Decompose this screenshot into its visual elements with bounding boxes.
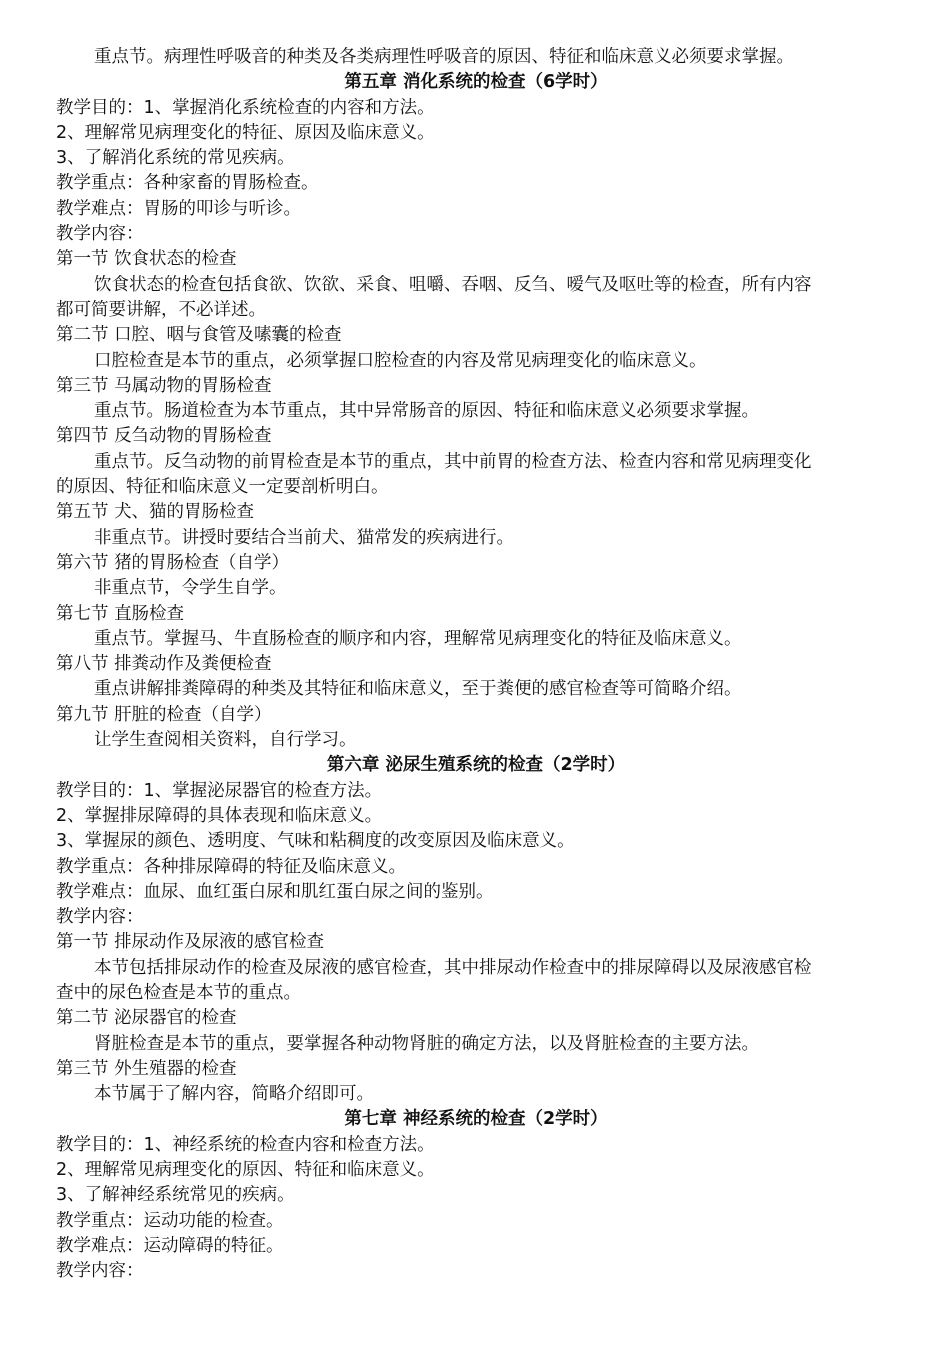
text-line: 第九节 肝脏的检查（自学） [56,704,272,725]
paragraph-line: 重点节。肠道检查为本节重点，其中异常肠音的原因、特征和临床意义必须要求掌握。 [94,401,759,422]
text-line: 第八节 排粪动作及粪便检查 [56,654,272,675]
text-line: 教学难点：运动障碍的特征。 [56,1235,284,1256]
paragraph-line: 非重点节，令学生自学。 [94,578,287,599]
text-line: 第二节 口腔、咽与食管及嗉囊的检查 [56,325,342,346]
text-line: 2、理解常见病理变化的特征、原因及临床意义。 [56,122,435,143]
text-line: 教学目的：1、神经系统的检查内容和检查方法。 [56,1134,435,1155]
chapter-heading: 第六章 泌尿生殖系统的检查（2学时） [326,755,626,776]
chapter-heading: 第七章 神经系统的检查（2学时） [344,1109,608,1130]
text-line: 3、掌握尿的颜色、透明度、气味和粘稠度的改变原因及临床意义。 [56,831,575,852]
text-line: 第三节 外生殖器的检查 [56,1058,237,1079]
text-line: 教学重点：各种排尿障碍的特征及临床意义。 [56,856,406,877]
text-line: 教学内容： [56,907,144,928]
text-line: 都可简要讲解，不必详述。 [56,299,266,320]
paragraph-line: 让学生查阅相关资料，自行学习。 [94,730,357,751]
text-line: 教学重点：运动功能的检查。 [56,1210,284,1231]
text-line: 2、掌握排尿障碍的具体表现和临床意义。 [56,805,383,826]
paragraph-line: 饮食状态的检查包括食欲、饮欲、采食、咀嚼、吞咽、反刍、嗳气及呕吐等的检查，所有内容 [94,274,812,295]
text-line: 教学目的：1、掌握消化系统检查的内容和方法。 [56,97,435,118]
paragraph-line: 本节属于了解内容，简略介绍即可。 [94,1084,374,1105]
paragraph-line: 本节包括排尿动作的检查及尿液的感官检查，其中排尿动作检查中的排尿障碍以及尿液感官检 [94,957,812,978]
document-body [56,45,896,1285]
text-line: 第五节 犬、猫的胃肠检查 [56,502,255,523]
text-line: 第三节 马属动物的胃肠检查 [56,375,272,396]
text-line: 教学难点：血尿、血红蛋白尿和肌红蛋白尿之间的鉴别。 [56,881,494,902]
text-line: 第一节 排尿动作及尿液的感官检查 [56,932,325,953]
text-line: 第一节 饮食状态的检查 [56,249,237,270]
text-line: 第二节 泌尿器官的检查 [56,1008,237,1029]
text-line: 3、了解神经系统常见的疾病。 [56,1185,295,1206]
text-line: 3、了解消化系统的常见疾病。 [56,148,295,169]
paragraph-line: 肾脏检查是本节的重点，要掌握各种动物肾脏的确定方法，以及肾脏检查的主要方法。 [94,1033,759,1054]
paragraph-line: 重点节。反刍动物的前胃检查是本节的重点，其中前胃的检查方法、检查内容和常见病理变化 [94,451,812,472]
text-line: 的原因、特征和临床意义一定要剖析明白。 [56,477,389,498]
paragraph-line: 重点节。病理性呼吸音的种类及各类病理性呼吸音的原因、特征和临床意义必须要求掌握。 [94,47,794,67]
text-line: 教学目的：1、掌握泌尿器官的检查方法。 [56,780,383,801]
text-line: 查中的尿色检查是本节的重点。 [56,982,301,1003]
paragraph-line: 口腔检查是本节的重点，必须掌握口腔检查的内容及常见病理变化的临床意义。 [94,350,707,371]
paragraph-line: 重点讲解排粪障碍的种类及其特征和临床意义，至于粪便的感官检查等可简略介绍。 [94,679,742,700]
text-line: 教学重点：各种家畜的胃肠检查。 [56,173,319,194]
text-line: 2、理解常见病理变化的原因、特征和临床意义。 [56,1160,435,1181]
text-line: 教学内容： [56,224,144,245]
text-line: 第六节 猪的胃肠检查（自学） [56,552,290,573]
paragraph-line: 非重点节。讲授时要结合当前犬、猫常发的疾病进行。 [94,527,514,548]
paragraph-line: 重点节。掌握马、牛直肠检查的顺序和内容，理解常见病理变化的特征及临床意义。 [94,628,742,649]
text-line: 第七节 直肠检查 [56,603,185,624]
chapter-heading: 第五章 消化系统的检查（6学时） [344,72,608,93]
text-line: 教学难点：胃肠的叩诊与听诊。 [56,198,301,219]
text-line: 教学内容： [56,1261,144,1282]
text-line: 第四节 反刍动物的胃肠检查 [56,426,272,447]
